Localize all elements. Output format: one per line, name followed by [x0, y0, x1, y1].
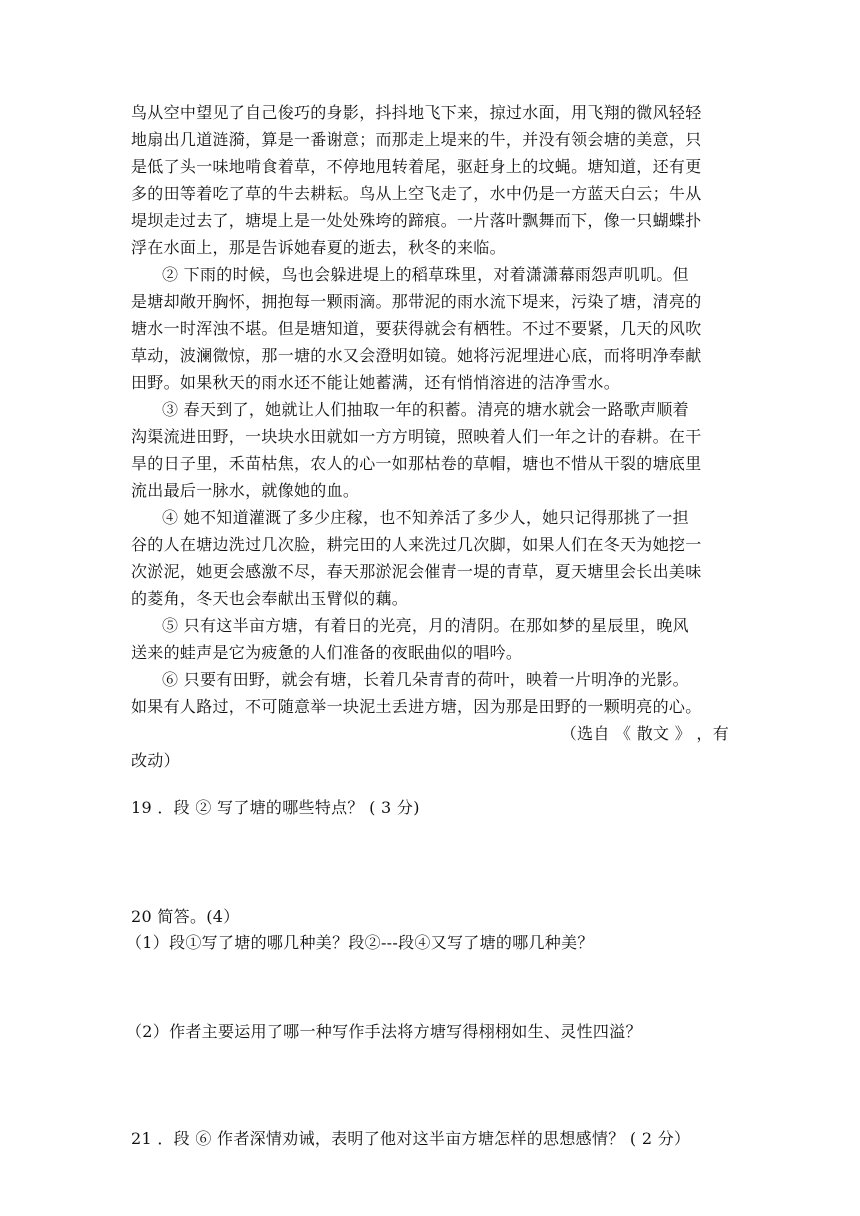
paragraph-4-line: 的菱角，冬天也会奉献出玉臂似的藕。 — [131, 589, 409, 608]
paragraph-3-line: ③ 春天到了，她就让人们抽取一年的积蓄。清亮的塘水就会一路歌声顺着 — [162, 400, 689, 419]
paragraph-1-line: 地扇出几道涟漪，算是一番谢意；而那走上堤来的牛，并没有领会塘的美意，只 — [131, 130, 702, 149]
paragraph-3-line: 沟渠流进田野，一块块水田就如一方方明镜，照映着人们一年之计的春耕。在干 — [131, 427, 702, 446]
paragraph-1-line: 堤坝走过去了，塘堤上是一处处殊垮的蹄痕。一片落叶飘舞而下，像一只蝴蝶扑 — [131, 211, 702, 230]
question-19: 19 ．段 ② 写了塘的哪些特点？ ( 3 分) — [131, 798, 420, 817]
question-20-part-2: （2）作者主要运用了哪一种写作手法将方塘写得栩栩如生、灵性四溢？ — [126, 1022, 642, 1041]
paragraph-1-line: 多的田等着吃了草的牛去耕耘。鸟从上空飞走了，水中仍是一方蓝天白云；牛从 — [131, 184, 702, 203]
paragraph-4-line: 谷的人在塘边洗过几次脸，耕完田的人来洗过几次脚，如果人们在冬天为她挖一 — [131, 535, 702, 554]
paragraph-2-line: 草动，波澜微惊，那一塘的水又会澄明如镜。她将污泥埋进心底，而将明净奉献 — [131, 346, 702, 365]
paragraph-2-line: ② 下雨的时候，鸟也会躲进堤上的稻草珠里，对着潇潇幕雨怨声叽叽。但 — [162, 265, 689, 284]
paragraph-1-line: 浮在水面上，那是告诉她春夏的逝去，秋冬的来临。 — [131, 238, 506, 257]
paragraph-1-line: 是低了头一味地啃食着草，不停地甩转着尾，驱赶身上的坟蝇。塘知道，还有更 — [131, 157, 702, 176]
paragraph-6-line: 如果有人路过，不可随意举一块泥土丢进方塘，因为那是田野的一颗明亮的心。 — [131, 697, 702, 716]
paragraph-2-line: 田野。如果秋天的雨水还不能让她蓄满，还有悄悄溶进的洁净雪水。 — [131, 373, 621, 392]
paragraph-5-line: 送来的蛙声是它为疲惫的人们准备的夜眠曲似的唱吟。 — [131, 643, 523, 662]
paragraph-5-line: ⑤ 只有这半亩方塘，有着日的光亮，月的清阴。在那如梦的星辰里，晚风 — [162, 616, 689, 635]
paragraph-4-line: 次淤泥，她更会感激不尽，春天那淤泥会催青一堤的青草，夏天塘里会长出美味 — [131, 562, 702, 581]
paragraph-6-line: ⑥ 只要有田野，就会有塘，长着几朵青青的荷叶，映着一片明净的光影。 — [162, 670, 689, 689]
source-attribution-continued: 改动） — [131, 751, 180, 770]
paragraph-3-line: 旱的日子里，禾苗枯焦，农人的心一如那枯卷的草帽，塘也不惜从干裂的塘底里 — [131, 454, 702, 473]
paragraph-4-line: ④ 她不知道灌溉了多少庄稼，也不知养活了多少人，她只记得那挑了一担 — [162, 508, 689, 527]
question-21: 21 ．段 ⑥ 作者深情劝诫，表明了他对这半亩方塘怎样的思想感情？ ( 2 分） — [131, 1129, 691, 1148]
paragraph-2-line: 塘水一时浑浊不堪。但是塘知道，要获得就会有栖牲。不过不要紧，几天的风吹 — [131, 319, 702, 338]
question-20-part-1: （1）段①写了塘的哪几种美？段②---段④又写了塘的哪几种美？ — [126, 933, 594, 952]
paragraph-2-line: 是塘却敞开胸怀，拥抱每一颗雨滴。那带泥的雨水流下堤来，污染了塘，清亮的 — [131, 292, 702, 311]
paragraph-1-line: 鸟从空中望见了自己俊巧的身影，抖抖地飞下来，掠过水面，用飞翔的微风轻轻 — [131, 103, 702, 122]
paragraph-3-line: 流出最后一脉水，就像她的血。 — [131, 481, 360, 500]
question-20: 20 简答。(4） — [131, 907, 240, 926]
source-attribution: （选自 《 散文 》 ，有 — [560, 724, 729, 743]
